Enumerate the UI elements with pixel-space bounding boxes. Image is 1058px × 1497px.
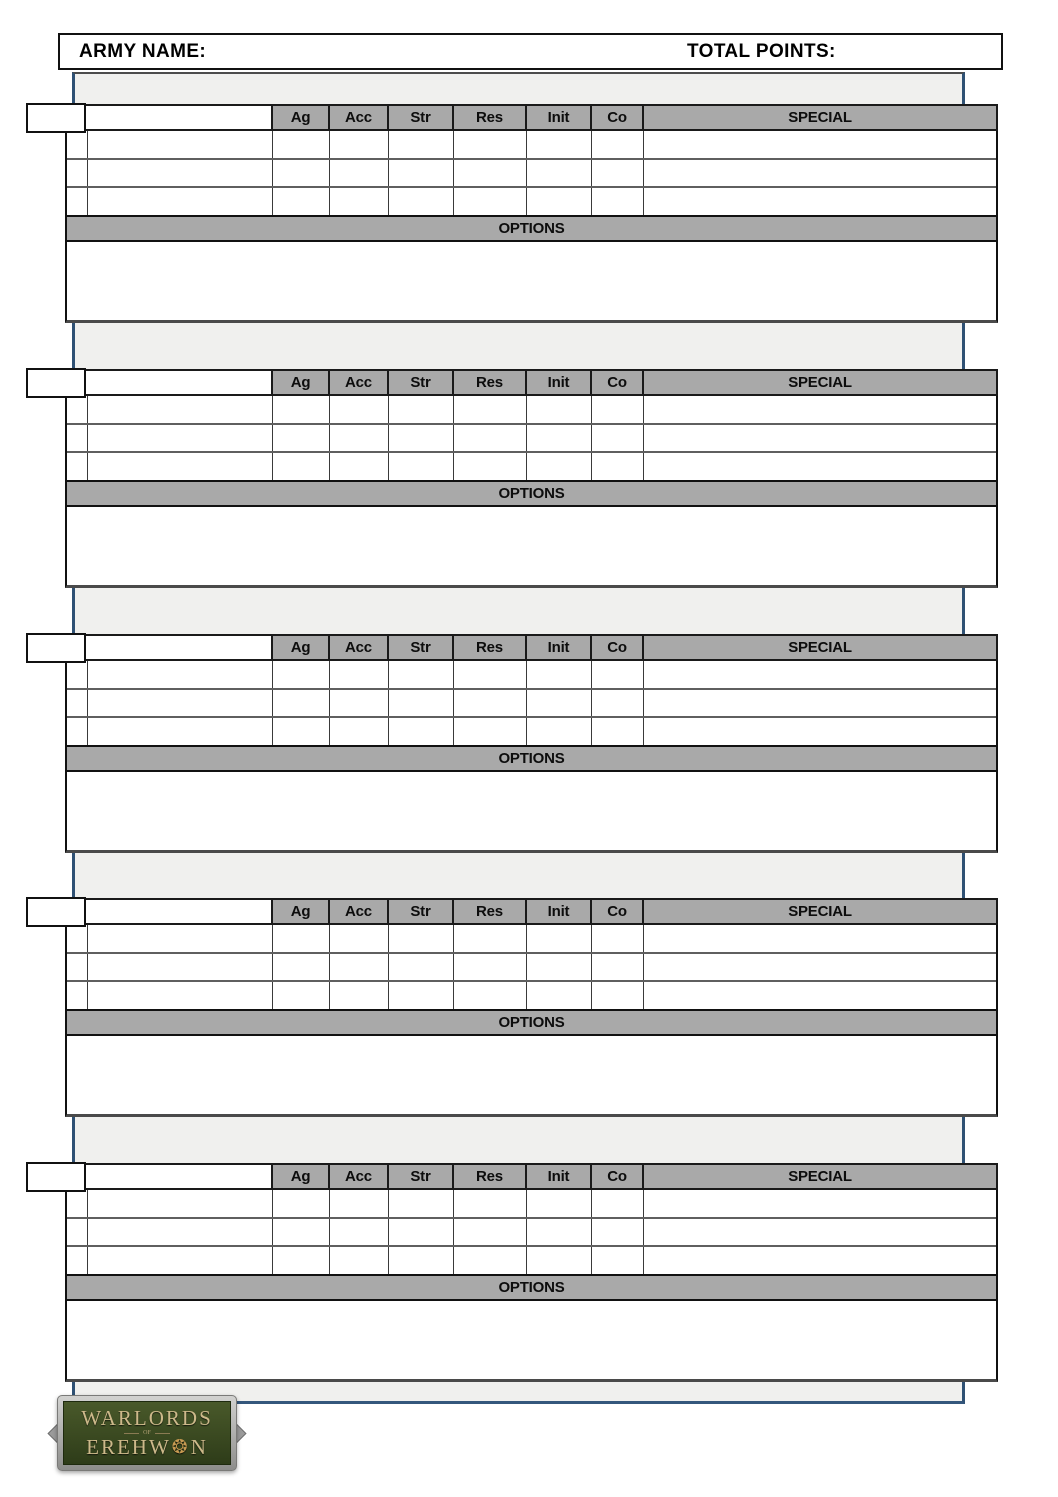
unit-name-cell[interactable] bbox=[86, 898, 271, 925]
row-marker-cell[interactable] bbox=[67, 131, 88, 158]
row-special-cell[interactable] bbox=[644, 925, 996, 952]
row-ag-cell[interactable] bbox=[273, 160, 330, 187]
row-name-cell[interactable] bbox=[88, 661, 273, 688]
row-ag-cell[interactable] bbox=[273, 453, 330, 480]
stat-header-res: Res bbox=[452, 104, 525, 131]
row-co-cell[interactable] bbox=[592, 661, 644, 688]
stat-header-init: Init bbox=[525, 634, 590, 661]
stat-header-res: Res bbox=[452, 898, 525, 925]
row-acc-cell[interactable] bbox=[330, 160, 389, 187]
row-marker-cell[interactable] bbox=[67, 425, 88, 452]
row-marker-cell[interactable] bbox=[67, 1219, 88, 1246]
row-name-cell[interactable] bbox=[88, 690, 273, 717]
row-special-cell[interactable] bbox=[644, 131, 996, 158]
row-acc-cell[interactable] bbox=[330, 1219, 389, 1246]
row-ag-cell[interactable] bbox=[273, 1190, 330, 1217]
logo-frame bbox=[57, 1395, 237, 1471]
special-header: SPECIAL bbox=[642, 634, 998, 661]
title-bar bbox=[58, 33, 1003, 70]
unit-name-cell[interactable] bbox=[86, 104, 271, 131]
unit-points-cell[interactable] bbox=[26, 897, 86, 927]
stat-header-co: Co bbox=[590, 898, 642, 925]
row-name-cell[interactable] bbox=[88, 425, 273, 452]
row-acc-cell[interactable] bbox=[330, 453, 389, 480]
row-res-cell[interactable] bbox=[454, 188, 527, 215]
unit-stat-row bbox=[67, 690, 996, 719]
row-res-cell[interactable] bbox=[454, 661, 527, 688]
row-name-cell[interactable] bbox=[88, 718, 273, 745]
row-name-cell[interactable] bbox=[88, 954, 273, 981]
stat-header-acc: Acc bbox=[328, 369, 387, 396]
row-co-cell[interactable] bbox=[592, 453, 644, 480]
stat-header-acc: Acc bbox=[328, 634, 387, 661]
unit-header-row bbox=[26, 104, 998, 131]
row-special-cell[interactable] bbox=[644, 453, 996, 480]
row-init-cell[interactable] bbox=[527, 690, 592, 717]
unit-stat-rows bbox=[65, 661, 998, 745]
logo-dash-right bbox=[155, 1433, 170, 1434]
row-acc-cell[interactable] bbox=[330, 425, 389, 452]
row-res-cell[interactable] bbox=[454, 396, 527, 423]
unit-header-row bbox=[26, 634, 998, 661]
row-co-cell[interactable] bbox=[592, 425, 644, 452]
unit-name-cell[interactable] bbox=[86, 369, 271, 396]
stat-header-str: Str bbox=[387, 1163, 452, 1190]
row-init-cell[interactable] bbox=[527, 1219, 592, 1246]
row-str-cell[interactable] bbox=[389, 661, 454, 688]
row-name-cell[interactable] bbox=[88, 1219, 273, 1246]
row-str-cell[interactable] bbox=[389, 188, 454, 215]
stat-header-co: Co bbox=[590, 369, 642, 396]
row-str-cell[interactable] bbox=[389, 1190, 454, 1217]
stat-header-co: Co bbox=[590, 634, 642, 661]
row-res-cell[interactable] bbox=[454, 131, 527, 158]
stat-header-ag: Ag bbox=[271, 1163, 328, 1190]
stat-header-acc: Acc bbox=[328, 1163, 387, 1190]
row-str-cell[interactable] bbox=[389, 982, 454, 1009]
special-header: SPECIAL bbox=[642, 898, 998, 925]
row-ag-cell[interactable] bbox=[273, 131, 330, 158]
unit-stat-row bbox=[67, 661, 996, 690]
row-marker-cell[interactable] bbox=[67, 1190, 88, 1217]
row-res-cell[interactable] bbox=[454, 160, 527, 187]
unit-stat-row bbox=[67, 396, 996, 425]
row-res-cell[interactable] bbox=[454, 982, 527, 1009]
stat-header-res: Res bbox=[452, 369, 525, 396]
row-res-cell[interactable] bbox=[454, 925, 527, 952]
row-init-cell[interactable] bbox=[527, 188, 592, 215]
row-name-cell[interactable] bbox=[88, 160, 273, 187]
row-co-cell[interactable] bbox=[592, 1190, 644, 1217]
row-str-cell[interactable] bbox=[389, 425, 454, 452]
unit-stat-row bbox=[67, 1190, 996, 1219]
row-acc-cell[interactable] bbox=[330, 131, 389, 158]
unit-block bbox=[26, 369, 998, 588]
logo-erehwon-pre: EREHW bbox=[86, 1435, 171, 1459]
unit-stat-row bbox=[67, 954, 996, 983]
row-acc-cell[interactable] bbox=[330, 1190, 389, 1217]
compass-rose-icon: ❂ bbox=[171, 1436, 190, 1458]
row-special-cell[interactable] bbox=[644, 160, 996, 187]
row-str-cell[interactable] bbox=[389, 1219, 454, 1246]
options-area[interactable] bbox=[65, 1036, 998, 1117]
row-name-cell[interactable] bbox=[88, 1190, 273, 1217]
options-header bbox=[65, 745, 998, 772]
row-init-cell[interactable] bbox=[527, 982, 592, 1009]
logo-dash-left bbox=[124, 1433, 139, 1434]
unit-stat-rows bbox=[65, 925, 998, 1009]
row-marker-cell[interactable] bbox=[67, 982, 88, 1009]
options-header bbox=[65, 480, 998, 507]
row-marker-cell[interactable] bbox=[67, 1247, 88, 1274]
row-init-cell[interactable] bbox=[527, 925, 592, 952]
row-co-cell[interactable] bbox=[592, 1219, 644, 1246]
row-marker-cell[interactable] bbox=[67, 188, 88, 215]
row-co-cell[interactable] bbox=[592, 718, 644, 745]
row-str-cell[interactable] bbox=[389, 131, 454, 158]
row-co-cell[interactable] bbox=[592, 188, 644, 215]
row-co-cell[interactable] bbox=[592, 690, 644, 717]
row-special-cell[interactable] bbox=[644, 661, 996, 688]
row-str-cell[interactable] bbox=[389, 954, 454, 981]
row-init-cell[interactable] bbox=[527, 1190, 592, 1217]
options-label: OPTIONS bbox=[498, 1014, 565, 1031]
row-special-cell[interactable] bbox=[644, 718, 996, 745]
row-ag-cell[interactable] bbox=[273, 718, 330, 745]
army-name-label: ARMY NAME: bbox=[79, 40, 207, 62]
stat-header-res: Res bbox=[452, 1163, 525, 1190]
unit-points-cell[interactable] bbox=[26, 368, 86, 398]
row-special-cell[interactable] bbox=[644, 396, 996, 423]
stat-header-str: Str bbox=[387, 634, 452, 661]
row-acc-cell[interactable] bbox=[330, 396, 389, 423]
special-header: SPECIAL bbox=[642, 369, 998, 396]
row-str-cell[interactable] bbox=[389, 690, 454, 717]
logo-plaque bbox=[63, 1401, 231, 1465]
row-co-cell[interactable] bbox=[592, 160, 644, 187]
row-res-cell[interactable] bbox=[454, 690, 527, 717]
row-res-cell[interactable] bbox=[454, 1247, 527, 1274]
unit-header-row bbox=[26, 1163, 998, 1190]
row-co-cell[interactable] bbox=[592, 954, 644, 981]
unit-stat-row bbox=[67, 131, 996, 160]
stat-header-init: Init bbox=[525, 104, 590, 131]
unit-header-row bbox=[26, 898, 998, 925]
row-init-cell[interactable] bbox=[527, 396, 592, 423]
unit-block bbox=[26, 898, 998, 1117]
row-str-cell[interactable] bbox=[389, 396, 454, 423]
unit-stat-row bbox=[67, 160, 996, 189]
row-co-cell[interactable] bbox=[592, 131, 644, 158]
unit-stat-row bbox=[67, 1247, 996, 1274]
row-acc-cell[interactable] bbox=[330, 718, 389, 745]
stat-header-ag: Ag bbox=[271, 104, 328, 131]
special-header: SPECIAL bbox=[642, 104, 998, 131]
options-area[interactable] bbox=[65, 772, 998, 853]
row-acc-cell[interactable] bbox=[330, 188, 389, 215]
row-init-cell[interactable] bbox=[527, 954, 592, 981]
row-co-cell[interactable] bbox=[592, 1247, 644, 1274]
unit-stat-row bbox=[67, 453, 996, 480]
row-special-cell[interactable] bbox=[644, 954, 996, 981]
row-acc-cell[interactable] bbox=[330, 690, 389, 717]
row-init-cell[interactable] bbox=[527, 425, 592, 452]
row-name-cell[interactable] bbox=[88, 925, 273, 952]
stat-header-str: Str bbox=[387, 104, 452, 131]
row-marker-cell[interactable] bbox=[67, 396, 88, 423]
row-str-cell[interactable] bbox=[389, 1247, 454, 1274]
row-acc-cell[interactable] bbox=[330, 982, 389, 1009]
row-res-cell[interactable] bbox=[454, 453, 527, 480]
stat-header-str: Str bbox=[387, 898, 452, 925]
unit-name-cell[interactable] bbox=[86, 634, 271, 661]
row-init-cell[interactable] bbox=[527, 160, 592, 187]
row-marker-cell[interactable] bbox=[67, 718, 88, 745]
row-ag-cell[interactable] bbox=[273, 954, 330, 981]
stat-header-co: Co bbox=[590, 104, 642, 131]
unit-points-cell[interactable] bbox=[26, 633, 86, 663]
stat-header-co: Co bbox=[590, 1163, 642, 1190]
row-ag-cell[interactable] bbox=[273, 690, 330, 717]
unit-block bbox=[26, 634, 998, 853]
row-special-cell[interactable] bbox=[644, 425, 996, 452]
stat-header-acc: Acc bbox=[328, 898, 387, 925]
row-res-cell[interactable] bbox=[454, 718, 527, 745]
row-str-cell[interactable] bbox=[389, 160, 454, 187]
unit-block bbox=[26, 104, 998, 323]
row-ag-cell[interactable] bbox=[273, 661, 330, 688]
row-acc-cell[interactable] bbox=[330, 1247, 389, 1274]
unit-stat-rows bbox=[65, 131, 998, 215]
row-name-cell[interactable] bbox=[88, 982, 273, 1009]
options-area[interactable] bbox=[65, 1301, 998, 1382]
logo-warlords-text: WARLORDS bbox=[81, 1406, 213, 1430]
row-res-cell[interactable] bbox=[454, 1190, 527, 1217]
row-special-cell[interactable] bbox=[644, 1219, 996, 1246]
unit-name-cell[interactable] bbox=[86, 1163, 271, 1190]
row-ag-cell[interactable] bbox=[273, 1219, 330, 1246]
options-header bbox=[65, 1274, 998, 1301]
stat-header-ag: Ag bbox=[271, 369, 328, 396]
unit-block bbox=[26, 1163, 998, 1382]
row-marker-cell[interactable] bbox=[67, 160, 88, 187]
unit-header-row bbox=[26, 369, 998, 396]
row-init-cell[interactable] bbox=[527, 1247, 592, 1274]
row-acc-cell[interactable] bbox=[330, 954, 389, 981]
options-area[interactable] bbox=[65, 507, 998, 588]
row-init-cell[interactable] bbox=[527, 718, 592, 745]
unit-stat-row bbox=[67, 718, 996, 745]
row-res-cell[interactable] bbox=[454, 1219, 527, 1246]
row-res-cell[interactable] bbox=[454, 954, 527, 981]
unit-stat-rows bbox=[65, 1190, 998, 1274]
row-special-cell[interactable] bbox=[644, 1247, 996, 1274]
row-name-cell[interactable] bbox=[88, 1247, 273, 1274]
row-name-cell[interactable] bbox=[88, 396, 273, 423]
row-marker-cell[interactable] bbox=[67, 954, 88, 981]
row-marker-cell[interactable] bbox=[67, 925, 88, 952]
special-header: SPECIAL bbox=[642, 1163, 998, 1190]
stat-header-init: Init bbox=[525, 369, 590, 396]
row-init-cell[interactable] bbox=[527, 131, 592, 158]
options-area[interactable] bbox=[65, 242, 998, 323]
row-marker-cell[interactable] bbox=[67, 453, 88, 480]
logo-of-label: OF bbox=[143, 1430, 151, 1436]
row-marker-cell[interactable] bbox=[67, 690, 88, 717]
total-points-label: TOTAL POINTS: bbox=[687, 40, 836, 62]
row-co-cell[interactable] bbox=[592, 925, 644, 952]
row-special-cell[interactable] bbox=[644, 690, 996, 717]
row-name-cell[interactable] bbox=[88, 188, 273, 215]
row-ag-cell[interactable] bbox=[273, 396, 330, 423]
row-co-cell[interactable] bbox=[592, 982, 644, 1009]
row-special-cell[interactable] bbox=[644, 982, 996, 1009]
row-init-cell[interactable] bbox=[527, 661, 592, 688]
stat-header-acc: Acc bbox=[328, 104, 387, 131]
row-init-cell[interactable] bbox=[527, 453, 592, 480]
unit-stat-row bbox=[67, 982, 996, 1009]
unit-stat-row bbox=[67, 188, 996, 215]
row-ag-cell[interactable] bbox=[273, 425, 330, 452]
options-header bbox=[65, 215, 998, 242]
unit-stat-row bbox=[67, 1219, 996, 1248]
stat-header-init: Init bbox=[525, 898, 590, 925]
row-special-cell[interactable] bbox=[644, 1190, 996, 1217]
unit-stat-row bbox=[67, 425, 996, 454]
options-label: OPTIONS bbox=[498, 1279, 565, 1296]
row-str-cell[interactable] bbox=[389, 925, 454, 952]
row-acc-cell[interactable] bbox=[330, 661, 389, 688]
stat-header-str: Str bbox=[387, 369, 452, 396]
warlords-of-erehwon-logo bbox=[57, 1395, 237, 1471]
stat-header-init: Init bbox=[525, 1163, 590, 1190]
stat-header-ag: Ag bbox=[271, 898, 328, 925]
row-res-cell[interactable] bbox=[454, 425, 527, 452]
row-ag-cell[interactable] bbox=[273, 982, 330, 1009]
row-name-cell[interactable] bbox=[88, 453, 273, 480]
row-marker-cell[interactable] bbox=[67, 661, 88, 688]
row-str-cell[interactable] bbox=[389, 453, 454, 480]
row-co-cell[interactable] bbox=[592, 396, 644, 423]
options-label: OPTIONS bbox=[498, 220, 565, 237]
unit-points-cell[interactable] bbox=[26, 1162, 86, 1192]
stat-header-res: Res bbox=[452, 634, 525, 661]
row-ag-cell[interactable] bbox=[273, 1247, 330, 1274]
unit-stat-rows bbox=[65, 396, 998, 480]
stat-header-ag: Ag bbox=[271, 634, 328, 661]
row-ag-cell[interactable] bbox=[273, 925, 330, 952]
logo-erehwon-text bbox=[86, 1437, 208, 1458]
logo-erehwon-post: N bbox=[190, 1435, 208, 1459]
row-acc-cell[interactable] bbox=[330, 925, 389, 952]
row-name-cell[interactable] bbox=[88, 131, 273, 158]
row-special-cell[interactable] bbox=[644, 188, 996, 215]
options-header bbox=[65, 1009, 998, 1036]
unit-points-cell[interactable] bbox=[26, 103, 86, 133]
row-ag-cell[interactable] bbox=[273, 188, 330, 215]
options-label: OPTIONS bbox=[498, 750, 565, 767]
options-label: OPTIONS bbox=[498, 485, 565, 502]
unit-stat-row bbox=[67, 925, 996, 954]
row-str-cell[interactable] bbox=[389, 718, 454, 745]
